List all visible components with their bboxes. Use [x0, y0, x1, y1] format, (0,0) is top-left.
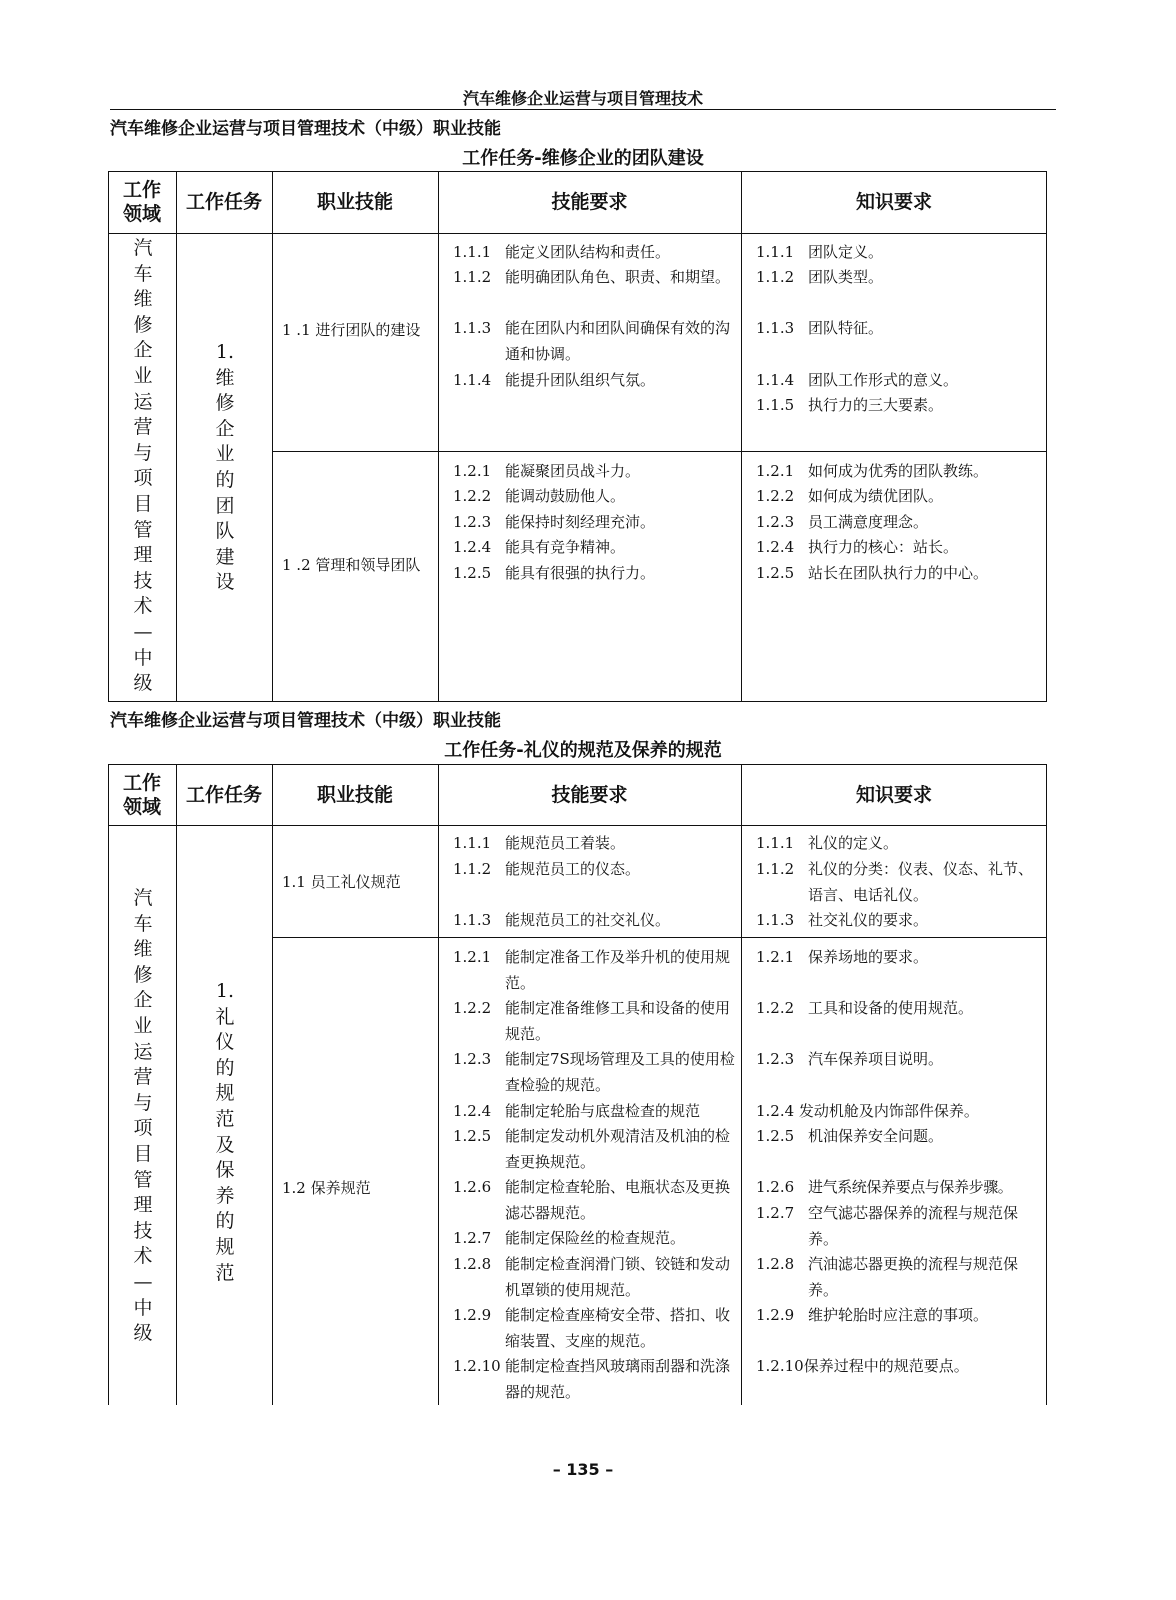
header-knowledge-requirements: 知识要求 [855, 191, 932, 213]
knowledge-requirements-list: 1.2.1 保养场地的要求。 1.2.2 工具和设备的使用规范。 1.2.3 汽车保养项目说明。 1.2.4 发动机舱及内饰部件保养。 1.2.5 机油保养安全问题。 1.2.6 进气系统保养要点与保养步骤。 1.2.7 空气滤芯器保养的流程与规范保养。 1.2.8 汽油滤芯器更换的流程与规范保养。 1.2.9 维护轮胎时应注意的事项。 1.2.10保养过程中的规范要点。 [756, 948, 1019, 1375]
skill-label: 1.1 员工礼仪规范 [282, 873, 401, 891]
skill-label: 1 .2 管理和领导团队 [282, 556, 421, 574]
running-header: 汽车维修企业运营与项目管理技术 [462, 89, 703, 108]
knowledge-requirements-list: 1.2.1 如何成为优秀的团队教练。 1.2.2 如何成为绩优团队。 1.2.3 员工满意度理念。 1.2.4 执行力的核心：站长。 1.2.5 站长在团队执行力的中心。 [756, 462, 989, 582]
knowledge-requirements-list: 1.1.1 团队定义。 1.1.2 团队类型。 1.1.3 团队特征。 1.1.4 团队工作形式的意义。 1.1.5 执行力的三大要素。 [756, 243, 959, 414]
skill-requirements-list: 1.1.1 能规范员工着装。 1.1.2 能规范员工的仪态。 1.1.3 能规范员工的社交礼仪。 [453, 834, 671, 929]
skill-requirements-list: 1.2.1 能凝聚团员战斗力。 1.2.2 能调动鼓励他人。 1.2.3 能保持时刻经理充沛。 1.2.4 能具有竞争精神。 1.2.5 能具有很强的执行力。 [453, 462, 656, 582]
skill-requirements-list: 1.1.1 能定义团队结构和责任。 1.1.2 能明确团队角色、职责、和期望。 1.1.3 能在团队内和团队间确保有效的沟通和协调。 1.1.4 能提升团队组织气氛。 [453, 243, 731, 389]
header-work-domain: 工作领域 [122, 771, 161, 818]
knowledge-requirements-list: 1.1.1 礼仪的定义。 1.1.2 礼仪的分类：仪表、仪态、礼节、语言、电话礼仪。 1.1.3 社交礼仪的要求。 [756, 834, 1034, 929]
header-rule [110, 109, 1056, 110]
header-skill: 职业技能 [316, 783, 393, 806]
header-knowledge-requirements: 知识要求 [855, 783, 932, 806]
work-task-cell: 1.礼仪的规范及保养的规范 [215, 980, 235, 1284]
skill-label: 1 .1 进行团队的建设 [282, 321, 421, 339]
skill-label: 1.2 保养规范 [282, 1179, 371, 1197]
header-work-task: 工作任务 [185, 783, 262, 806]
section2-title: 汽车维修企业运营与项目管理技术（中级）职业技能 [110, 711, 501, 731]
header-work-task: 工作任务 [185, 191, 262, 213]
header-skill-requirements: 技能要求 [551, 783, 628, 806]
section1-subtitle: 工作任务-维修企业的团队建设 [462, 148, 704, 169]
skill-requirements-list: 1.2.1 能制定准备工作及举升机的使用规范。 1.2.2 能制定准备维修工具和设备的使用规范。 1.2.3 能制定7S现场管理及工具的使用检查检验的规范。 1.2.4 能制定轮胎与底盘检查的规范 1.2.5 能制定发动机外观清洁及机油的检查更换规范。 1.2.6 能制定检查轮胎、电瓶状态及更换滤芯器规范。 1.2.7 能制定保险丝的检查规范。 1.2.8 能制定检查润滑门锁、铰链和发动机罩锁的使用规范。 1.2.9 能制定检查座椅安全带、搭扣、收缩装置、支座的规范。 1.2.10 能制定检查挡风玻璃雨刮器和洗涤器的规范。 [453, 948, 735, 1401]
section1-title: 汽车维修企业运营与项目管理技术（中级）职业技能 [110, 119, 501, 139]
header-skill: 职业技能 [316, 191, 393, 213]
header-work-domain: 工作领域 [122, 179, 161, 225]
header-skill-requirements: 技能要求 [551, 191, 628, 213]
section2-subtitle: 工作任务-礼仪的规范及保养的规范 [444, 740, 722, 761]
page-number: – 135 – [552, 1460, 614, 1479]
work-domain-cell: 汽车维修企业运营与项目管理技术—中级 [133, 887, 153, 1345]
work-domain-cell: 汽车维修企业运营与项目管理技术—中级 [133, 237, 153, 695]
work-task-cell: 1.维修企业的团队建设 [215, 341, 235, 594]
